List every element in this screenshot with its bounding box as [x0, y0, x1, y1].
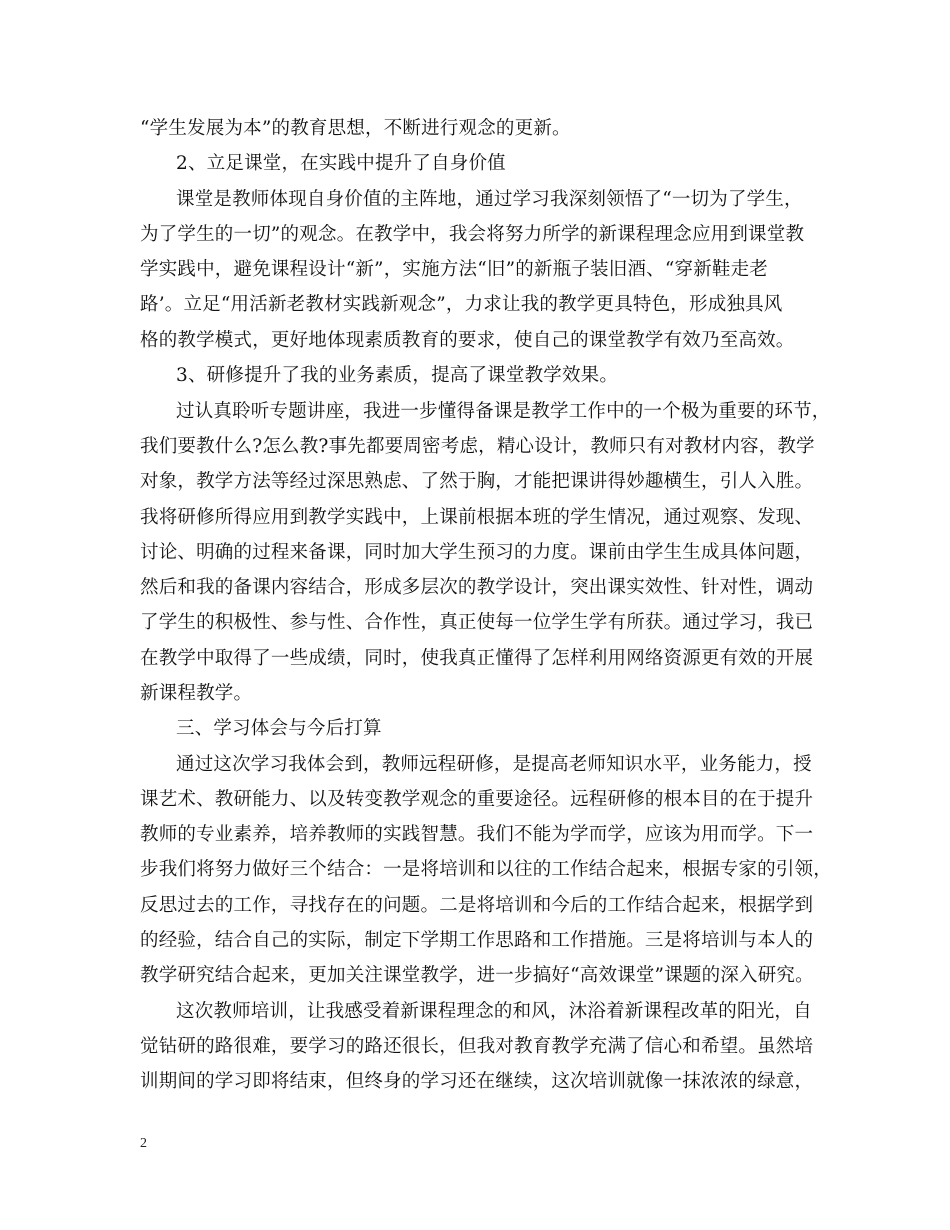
- text-line: 学实践中，避免课程设计“新”，实施方法“旧”的新瓶子装旧酒、“穿新鞋走老: [140, 259, 768, 280]
- text-line: 步我们将努力做好三个结合：一是将培训和以往的工作结合起来，根据专家的引领，: [140, 859, 832, 880]
- section-heading: 3、研修提升了我的业务素质，提高了课堂教学效果。: [176, 365, 619, 386]
- text-line: 了学生的积极性、参与性、合作性，真正使每一位学生学有所获。通过学习，我已: [140, 612, 814, 633]
- text-line: 觉钻研的路很难，要学习的路还很长，但我对教育教学充满了信心和希望。虽然培: [140, 1036, 814, 1057]
- text-line: 的经验，结合自己的实际，制定下学期工作思路和工作措施。三是将培训与本人的: [140, 930, 814, 951]
- text-line: 通过这次学习我体会到，教师远程研修，是提高老师知识水平，业务能力，授: [176, 754, 812, 775]
- section-heading: 2、立足课堂，在实践中提升了自身价值: [176, 153, 506, 174]
- text-line: 路’。立足“用活新老教材实践新观念”，力求让我的教学更具特色，形成独具风: [140, 294, 783, 315]
- page-number: 2: [140, 1136, 147, 1151]
- text-line: 新课程教学。: [140, 683, 253, 704]
- text-line: 然后和我的备课内容结合，形成多层次的教学设计，突出课实效性、针对性，调动: [140, 577, 814, 598]
- text-line: 为了学生的一切”的观念。在教学中，我会将努力所学的新课程理念应用到课堂教: [140, 224, 805, 245]
- text-line: 这次教师培训，让我感受着新课程理念的和风，沐浴着新课程改革的阳光，自: [176, 1001, 812, 1022]
- text-line: 我将研修所得应用到教学实践中，上课前根据本班的学生情况，通过观察、发现、: [140, 507, 814, 528]
- text-line: 格的教学模式，更好地体现素质教育的要求，使自己的课堂教学有效乃至高效。: [140, 330, 795, 351]
- text-line: 我们要教什么?怎么教?事先都要周密考虑，精心设计，教师只有对教材内容，教学: [140, 436, 815, 457]
- text-line: “学生发展为本”的教育思想，不断进行观念的更新。: [140, 118, 571, 139]
- text-line: 课艺术、教研能力、以及转变教学观念的重要途径。远程研修的根本目的在于提升: [140, 789, 814, 810]
- text-line: 对象，教学方法等经过深思熟虑、了然于胸，才能把课讲得妙趣横生，引人入胜。: [140, 471, 814, 492]
- text-line: 训期间的学习即将结束，但终身的学习还在继续，这次培训就像一抹浓浓的绿意，: [140, 1071, 814, 1092]
- section-heading: 三、学习体会与今后打算: [176, 718, 382, 739]
- text-line: 课堂是教师体现自身价值的主阵地，通过学习我深刻领悟了“一切为了学生，: [176, 189, 803, 210]
- text-line: 反思过去的工作，寻找存在的问题。二是将培训和今后的工作结合起来，根据学到: [140, 895, 814, 916]
- text-line: 在教学中取得了一些成绩，同时，使我真正懂得了怎样利用网络资源更有效的开展: [140, 648, 814, 669]
- text-line: 过认真聆听专题讲座，我进一步懂得备课是教学工作中的一个极为重要的环节，: [176, 401, 831, 422]
- text-line: 教学研究结合起来，更加关注课堂教学，进一步搞好“高效课堂”课题的深入研究。: [140, 965, 814, 986]
- text-line: 讨论、明确的过程来备课，同时加大学生预习的力度。课前由学生生成具体问题，: [140, 542, 814, 563]
- text-line: 教师的专业素养，培养教师的实践智慧。我们不能为学而学，应该为用而学。下一: [140, 824, 814, 845]
